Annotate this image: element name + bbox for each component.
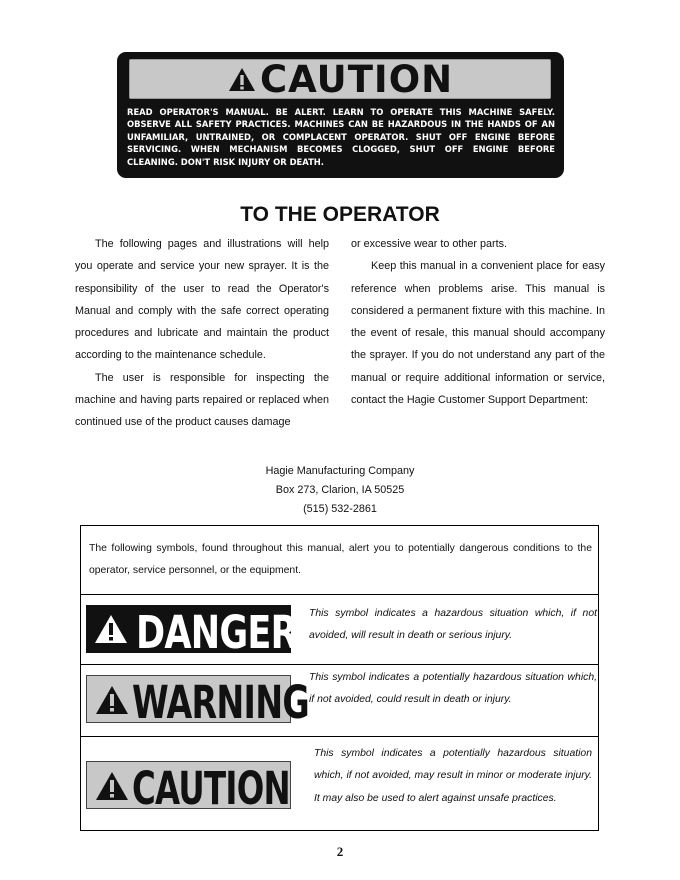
caution-decal-message: READ OPERATOR'S MANUAL. BE ALERT. LEARN TO OPERATE THIS MACHINE SAFELY. OBSERVE ALL SAFETY PRACTICES. MACHINES CAN BE HAZARDOUS IN THE HANDS OF AN UNFAMILIAR, UNTRAINED, OR COMPLACENT OPERATOR. SHUT OFF ENGINE BEFORE SERVICING. WHEN MECHANISM BECOMES CLOGGED, SHUT OFF ENGINE BEFORE CLEANING. DON'T RISK INJURY OR DEATH. — [127, 107, 555, 167]
page-title: TO THE OPERATOR — [240, 203, 440, 226]
table-divider — [81, 664, 598, 665]
caution-word: CAUTION — [132, 762, 290, 815]
page-number: 2 — [336, 844, 344, 859]
caution-sign — [86, 761, 291, 815]
body-paragraph-3: Keep this manual in a convenient place for easy reference when problems arise. This manual is considered a permanent fixture with this machine. In the event of resale, this manual should accompany the sprayer. If you do not understand any part of the manual or require additional information or service, contact the Hagie Customer Support Department: — [351, 260, 605, 407]
company-address — [0, 462, 680, 519]
safety-symbols-table — [80, 525, 599, 831]
warning-description: This symbol indicates a potentially hazardous situation which, if not avoided, could result in death or injury. — [309, 672, 597, 706]
body-paragraph-2-start: The user is responsible for inspecting the machine and having parts repaired or replaced when continued use of the product causes damage — [75, 371, 329, 429]
warning-triangle-icon — [95, 685, 129, 715]
warning-triangle-icon — [228, 67, 256, 92]
caution-decal-word: CAUTION — [260, 58, 454, 101]
danger-triangle-icon — [94, 614, 128, 644]
symbols-intro: The following symbols, found throughout this manual, alert you to potentially dangerous conditions to the operator, service personnel, or the equipment. — [89, 543, 592, 577]
caution-decal — [117, 52, 564, 178]
warning-sign — [86, 675, 309, 729]
body-column-left — [75, 233, 329, 434]
danger-description: This symbol indicates a hazardous situation which, if not avoided, will result in death or serious injury. — [309, 608, 597, 642]
body-column-right — [351, 233, 605, 411]
warning-word: WARNING — [132, 676, 309, 729]
body-paragraph-2-end: or excessive wear to other parts. — [351, 238, 508, 250]
body-paragraph-1: The following pages and illustrations will help you operate and service your new sprayer. It is the responsibility of the user to read the Operator's Manual and comply with the safe correct operating procedures and lubricate and maintain the product according to the maintenance schedule. — [75, 238, 329, 362]
company-name: Hagie Manufacturing Company — [265, 465, 415, 477]
danger-sign — [86, 605, 297, 659]
table-divider — [81, 594, 598, 595]
caution-triangle-icon — [95, 771, 129, 801]
company-phone: (515) 532-2861 — [303, 503, 377, 515]
caution-description: This symbol indicates a potentially hazardous situation which, if not avoided, may result in minor or moderate injury. It may also be used to alert against unsafe practices. — [314, 748, 592, 804]
company-street: Box 273, Clarion, IA 50525 — [275, 484, 405, 496]
table-divider — [81, 736, 598, 737]
caution-decal-banner — [129, 59, 551, 99]
danger-word: DANGER — [136, 606, 297, 659]
